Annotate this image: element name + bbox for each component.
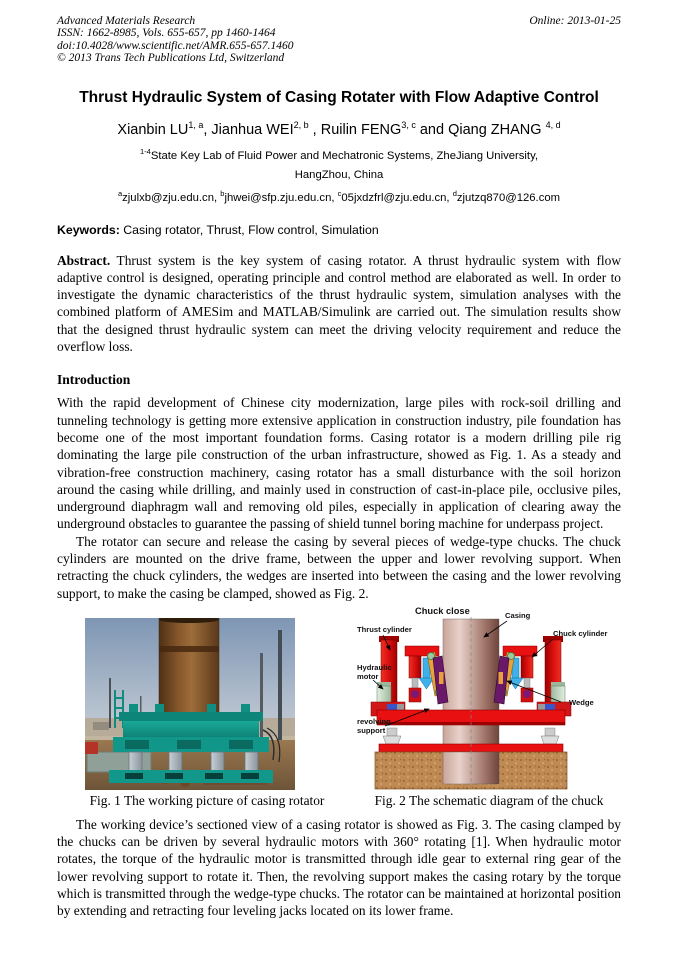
author-3: , Ruilin FENG [308,122,402,139]
fig2-label-revolving-l1: revolving [357,716,391,726]
fig2-caption: Fig. 2 The schematic diagram of the chuck [374,792,604,808]
fig2-label-chuck-cylinder: Chuck cylinder [553,628,608,638]
intro-paragraph-2: The rotator can secure and release the casing by several pieces of wedge-type chucks. The chuck cylinders are mounted on the drive frame, between the upper and lower revolving support. When retracting the chuck cylinders, the wedges are inserted into between the casing and the lower revolving support, to make the casing be clamped, showed as Fig. 2. [57,533,621,601]
intro-paragraph-3: The working device’s sectioned view of a casing rotator is showed as Fig. 3. The casing clamped by the chucks can be driven by several hydraulic motors with 360° rotating [1]. When hydraulic motor rotates, the torque of the hydraulic motor is transmitted through idle gear to external ring gear of the lower revolving support to rotate it. Then, the revolving support makes the casing rotary by the torque which is transmitted through the wedge-type chucks. The rotator can be maintained at horizontal position by extending and retracting four leveling jacks located on its lower frame. [57,816,621,919]
fig2-label-wedge: Wedge [569,697,594,707]
doi-line: doi:10.4028/www.scientific.net/AMR.655-657.1460 [57,39,294,52]
section-heading-introduction: Introduction [57,372,131,388]
fig2-chuck-diagram [357,604,621,790]
figures-row [57,604,621,809]
copyright-line: © 2013 Trans Tech Publications Ltd, Switzerland [57,51,285,64]
keywords-text: Casing rotator, Thrust, Flow control, Simulation [123,222,379,237]
author-1-sup: 1, a [188,120,204,131]
figure-2 [357,604,621,809]
paper-title: Thrust Hydraulic System of Casing Rotater with Flow Adaptive Control [79,89,599,107]
abstract-paragraph [57,252,621,356]
keywords-label: Keywords: [57,222,120,237]
fig2-label-hydraulic-motor-l2: motor [357,671,379,681]
fig2-label-revolving-l2: support [357,725,386,735]
email-3-sup: c [337,188,342,198]
journal-header-left [57,15,293,64]
affiliation-city: HangZhou, China [294,168,384,181]
emails-line [57,189,621,204]
abstract-text: Thrust system is the key system of casing rotator. A thrust hydraulic system with flow adaptive control is designed, operating principle and control method are elaborated as well. In order to investigate the dynamic characteristics of the thrust hydraulic system, simulation analyses with the combined platform of AMESim and MATLAB/Simulink are carried out. The simulation results show that the designed thrust hydraulic system can meet the driving velocity requirement and reduce the overflow loss. [57,252,622,355]
author-4: and Qiang ZHANG [415,122,546,139]
fig1-caption: Fig. 1 The working picture of casing rotator [89,792,325,808]
abstract-label: Abstract. [57,252,111,268]
journal-header [57,15,621,64]
fig2-label-chuck-close: Chuck close [415,605,470,616]
email-1: zjulxb@zju.edu.cn, [122,191,221,204]
issn-line: ISSN: 1662-8985, Vols. 655-657, pp 1460-1464 [57,27,276,40]
email-3: 05jxdzfrl@zju.edu.cn, [341,191,453,204]
fig2-label-thrust-cylinder: Thrust cylinder [357,624,412,634]
journal-name: Advanced Materials Research [57,15,196,27]
keywords-line [57,223,621,237]
intro-paragraph-1: With the rapid development of Chinese city modernization, large piles with rock-soil drilling and tunneling technology is getting more extensive application in construction industry, pile foundation has become one of the most important foundation forms. Casing rotator is a modern drilling pile rig dominating the large pile construction of the urban infrastructure, showed as Fig. 1. As a steady and vibration-free construction machinery, casing rotator has a small disturbance with the soil horizon around the casing while drilling, and mainly used in construction of cast-in-place pile, occlusive piles, underground diaphragm wall and removing old piles, especially in application of clearing away the underground obstacles to guarantee the passing of shield tunnel boring machine for underpass project. [57,395,621,532]
email-2: jhwei@sfp.zju.edu.cn, [224,191,338,204]
figure-1 [57,618,357,809]
authors-line [57,120,621,138]
author-2: , Jianhua WEI [203,122,294,139]
affiliation [57,147,621,162]
online-date: Online: 2013-01-25 [529,15,621,27]
affiliation-text: State Key Lab of Fluid Power and Mechatronic Systems, ZheJiang University, [150,149,539,162]
affiliation-sup: 1-4 [139,147,151,157]
email-2-sup: b [220,188,225,198]
email-4: zjutzq870@126.com [456,191,561,204]
author-1: Xianbin LU [117,122,189,139]
fig2-label-hydraulic-motor-l1: Hydraulic [357,662,392,672]
author-4-sup: 4, d [545,120,561,131]
email-4-sup: d [452,188,457,198]
author-3-sup: 3, c [401,120,416,131]
fig2-label-casing: Casing [505,610,531,620]
fig1-photo-casing-rotator [85,618,295,790]
email-1-sup: a [117,188,123,198]
author-2-sup: 2, b [293,120,309,131]
